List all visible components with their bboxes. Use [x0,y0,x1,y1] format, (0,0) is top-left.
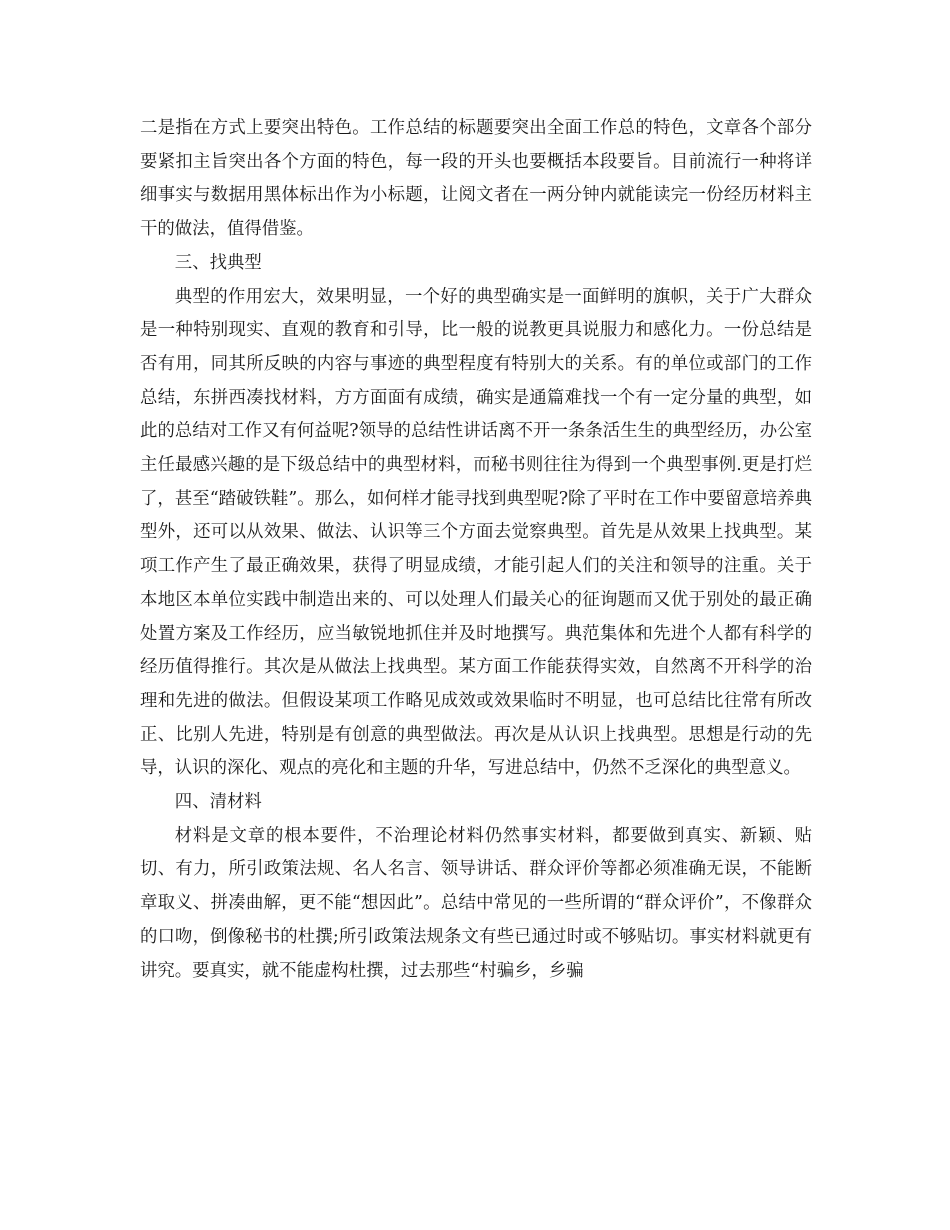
section-heading-find-typical: 三、找典型 [174,252,262,273]
paragraph-typical: 典型的作用宏大，效果明显，一个好的典型确实是一面鲜明的旗帜，关于广大群众是一种特别现实、直观的教育和引导，比一般的说教更具说服力和感化力。一份总结是否有用，同其所反映的内容与事迹的典型程度有特别大的关系。有的单位或部门的工作总结，东拼西凑找材料，方方面面有成绩，确实是通篇难找一个有一定分量的典型，如此的总结对工作又有何益呢?领导的总结性讲话离不开一条条活生生的典型经历，办公室主任最感兴趣的是下级总结中的典型材料，而秘书则往往为得到一个典型事例.更是打烂了，甚至“踏破铁鞋”。那么，如何样才能寻找到典型呢?除了平时在工作中要留意培养典型外，还可以从效果、做法、认识等三个方面去觉察典型。首先是从效果上找典型。某项工作产生了最正确效果，获得了明显成绩，才能引起人们的关注和领导的注重。关于本地区本单位实践中制造出来的、可以处理人们最关心的征询题而又优于别处的最正确处置方案及工作经历，应当敏锐地抓住并及时地撰写。典范集体和先进个人都有科学的经历值得推行。其次是从做法上找典型。某方面工作能获得实效，自然离不开科学的治理和先进的做法。但假设某项工作略见成效或效果临时不明显，也可总结比往常有所改正、比别人先进，特别是有创意的典型做法。再次是从认识上找典型。思想是行动的先导，认识的深化、观点的亮化和主题的升华，写进总结中，仍然不乏深化的典型意义。 [140,286,812,779]
document-body [140,112,812,988]
paragraph-materials: 材料是文章的根本要件，不治理论材料仍然事实材料，都要做到真实、新颖、贴切、有力，所引政策法规、名人名言、领导讲话、群众评价等都必须准确无误，不能断章取义、拼凑曲解，更不能“想因此”。总结中常见的一些所谓的“群众评价”，不像群众的口吻，倒像秘书的杜撰;所引政策法规条文有些已通过时或不够贴切。事实材料就更有讲究。要真实，就不能虚构杜撰，过去那些“村骗乡，乡骗 [140,825,812,981]
paragraph-continuation: 二是指在方式上要突出特色。工作总结的标题要突出全面工作总的特色，文章各个部分要紧扣主旨突出各个方面的特色，每一段的开头也要概括本段要旨。目前流行一种将详细事实与数据用黑体标出作为小标题，让阅文者在一两分钟内就能读完一份经历材料主干的做法，值得借鉴。 [140,118,812,240]
section-heading-clear-materials: 四、清材料 [174,792,262,813]
